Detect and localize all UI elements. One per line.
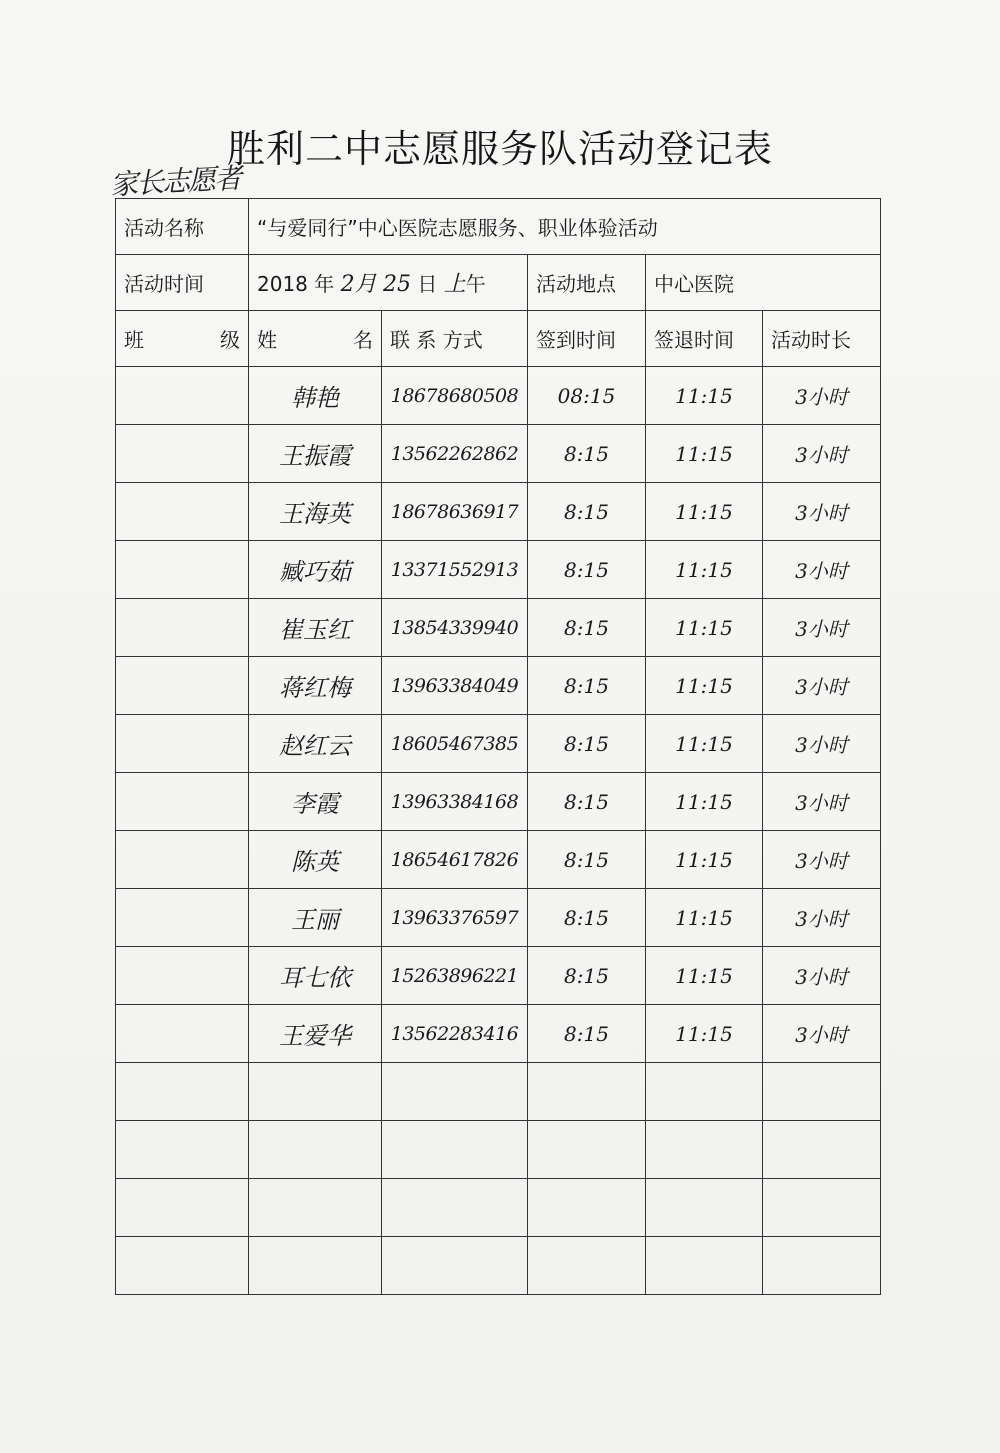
header-name-a: 姓 <box>257 328 277 352</box>
table-row <box>116 1121 881 1179</box>
cell-name: 蒋红梅 <box>249 657 382 715</box>
cell-class <box>116 773 249 831</box>
table-row <box>116 425 881 483</box>
cell-duration: 3小时 <box>763 1005 881 1063</box>
cell-checkin: 8:15 <box>528 541 646 599</box>
cell-phone: 13371552913 <box>382 541 528 599</box>
column-header-row <box>116 311 881 367</box>
cell-checkin <box>528 1179 646 1237</box>
table-row <box>116 1005 881 1063</box>
cell-checkin: 8:15 <box>528 657 646 715</box>
cell-class <box>116 947 249 1005</box>
cell-checkout <box>646 1063 763 1121</box>
cell-class <box>116 541 249 599</box>
cell-duration: 3小时 <box>763 715 881 773</box>
table-row <box>116 889 881 947</box>
cell-phone: 13562262862 <box>382 425 528 483</box>
cell-class <box>116 1005 249 1063</box>
cell-duration <box>763 1063 881 1121</box>
cell-checkin: 8:15 <box>528 889 646 947</box>
cell-class <box>116 599 249 657</box>
header-checkout: 签退时间 <box>646 311 763 367</box>
cell-name <box>249 1179 382 1237</box>
cell-duration: 3小时 <box>763 425 881 483</box>
cell-checkout <box>646 1237 763 1295</box>
cell-duration: 3小时 <box>763 367 881 425</box>
cell-checkout: 11:15 <box>646 599 763 657</box>
cell-checkout: 11:15 <box>646 1005 763 1063</box>
cell-phone: 13963376597 <box>382 889 528 947</box>
cell-phone: 13963384168 <box>382 773 528 831</box>
header-class-b: 级 <box>220 328 240 352</box>
cell-checkout: 11:15 <box>646 831 763 889</box>
cell-name: 李霞 <box>249 773 382 831</box>
cell-phone: 15263896221 <box>382 947 528 1005</box>
header-class <box>116 311 249 367</box>
cell-class <box>116 483 249 541</box>
header-checkin: 签到时间 <box>528 311 646 367</box>
cell-class <box>116 715 249 773</box>
table-row <box>116 1179 881 1237</box>
cell-name: 王丽 <box>249 889 382 947</box>
cell-class <box>116 1237 249 1295</box>
cell-name: 臧巧茹 <box>249 541 382 599</box>
cell-class <box>116 889 249 947</box>
activity-time-row <box>116 255 881 311</box>
cell-checkout: 11:15 <box>646 947 763 1005</box>
cell-duration: 3小时 <box>763 483 881 541</box>
cell-name: 崔玉红 <box>249 599 382 657</box>
cell-checkin: 8:15 <box>528 715 646 773</box>
table-row <box>116 831 881 889</box>
activity-name-row <box>116 199 881 255</box>
header-class-a: 班 <box>124 328 144 352</box>
table-row <box>116 1237 881 1295</box>
date-noon: 午 <box>465 272 486 296</box>
date-year: 2018 年 <box>257 272 335 296</box>
date-day-unit: 日 <box>417 272 438 296</box>
cell-phone: 18605467385 <box>382 715 528 773</box>
cell-name: 耳七依 <box>249 947 382 1005</box>
cell-checkin: 8:15 <box>528 483 646 541</box>
cell-class <box>116 1179 249 1237</box>
table-row <box>116 947 881 1005</box>
date-day: 25 <box>382 272 411 297</box>
activity-name-label: 活动名称 <box>116 199 249 255</box>
table-row <box>116 773 881 831</box>
table-row <box>116 657 881 715</box>
cell-phone: 13963384049 <box>382 657 528 715</box>
cell-name: 王振霞 <box>249 425 382 483</box>
cell-name: 王爱华 <box>249 1005 382 1063</box>
cell-phone: 13854339940 <box>382 599 528 657</box>
table-row <box>116 1063 881 1121</box>
cell-checkout <box>646 1179 763 1237</box>
cell-duration: 3小时 <box>763 657 881 715</box>
cell-duration: 3小时 <box>763 831 881 889</box>
cell-checkin: 8:15 <box>528 1005 646 1063</box>
cell-duration: 3小时 <box>763 947 881 1005</box>
cell-phone <box>382 1063 528 1121</box>
cell-phone: 18654617826 <box>382 831 528 889</box>
cell-name: 韩艳 <box>249 367 382 425</box>
cell-duration: 3小时 <box>763 889 881 947</box>
header-name <box>249 311 382 367</box>
page-title: 胜利二中志愿服务队活动登记表 <box>226 127 773 171</box>
date-half: 上 <box>443 272 466 297</box>
cell-phone <box>382 1179 528 1237</box>
cell-phone: 18678680508 <box>382 367 528 425</box>
table-row <box>116 541 881 599</box>
activity-time-label: 活动时间 <box>116 255 249 311</box>
cell-name <box>249 1237 382 1295</box>
cell-phone <box>382 1121 528 1179</box>
cell-checkin <box>528 1063 646 1121</box>
header-duration: 活动时长 <box>763 311 881 367</box>
cell-duration: 3小时 <box>763 773 881 831</box>
cell-name: 赵红云 <box>249 715 382 773</box>
cell-checkin: 8:15 <box>528 425 646 483</box>
activity-name-value: “与爱同行”中心医院志愿服务、职业体验活动 <box>249 199 881 255</box>
handwritten-note: 家长志愿者 <box>109 161 241 202</box>
cell-checkout: 11:15 <box>646 773 763 831</box>
cell-class <box>116 1121 249 1179</box>
cell-class <box>116 657 249 715</box>
table-row <box>116 715 881 773</box>
cell-checkout: 11:15 <box>646 889 763 947</box>
registration-table <box>115 198 881 1295</box>
cell-duration <box>763 1179 881 1237</box>
cell-name <box>249 1121 382 1179</box>
cell-checkout: 11:15 <box>646 715 763 773</box>
cell-checkin: 8:15 <box>528 599 646 657</box>
cell-checkout: 11:15 <box>646 483 763 541</box>
cell-checkin: 8:15 <box>528 831 646 889</box>
cell-duration <box>763 1121 881 1179</box>
cell-class <box>116 831 249 889</box>
cell-phone: 13562283416 <box>382 1005 528 1063</box>
activity-place-label: 活动地点 <box>528 255 646 311</box>
cell-name: 陈英 <box>249 831 382 889</box>
cell-checkin <box>528 1237 646 1295</box>
cell-duration: 3小时 <box>763 599 881 657</box>
cell-name: 王海英 <box>249 483 382 541</box>
header-name-b: 名 <box>353 328 373 352</box>
cell-class <box>116 367 249 425</box>
cell-checkin: 08:15 <box>528 367 646 425</box>
cell-checkout <box>646 1121 763 1179</box>
cell-checkout: 11:15 <box>646 541 763 599</box>
date-month: 2月 <box>340 272 377 297</box>
table-row <box>116 367 881 425</box>
cell-checkout: 11:15 <box>646 425 763 483</box>
cell-duration <box>763 1237 881 1295</box>
cell-class <box>116 1063 249 1121</box>
cell-checkin <box>528 1121 646 1179</box>
cell-checkin: 8:15 <box>528 947 646 1005</box>
cell-class <box>116 425 249 483</box>
cell-checkout: 11:15 <box>646 657 763 715</box>
activity-date-value <box>249 255 528 311</box>
table-row <box>116 483 881 541</box>
activity-place-value: 中心医院 <box>646 255 881 311</box>
cell-duration: 3小时 <box>763 541 881 599</box>
cell-phone: 18678636917 <box>382 483 528 541</box>
cell-name <box>249 1063 382 1121</box>
cell-checkout: 11:15 <box>646 367 763 425</box>
header-contact: 联 系 方式 <box>382 311 528 367</box>
cell-phone <box>382 1237 528 1295</box>
table-row <box>116 599 881 657</box>
cell-checkin: 8:15 <box>528 773 646 831</box>
